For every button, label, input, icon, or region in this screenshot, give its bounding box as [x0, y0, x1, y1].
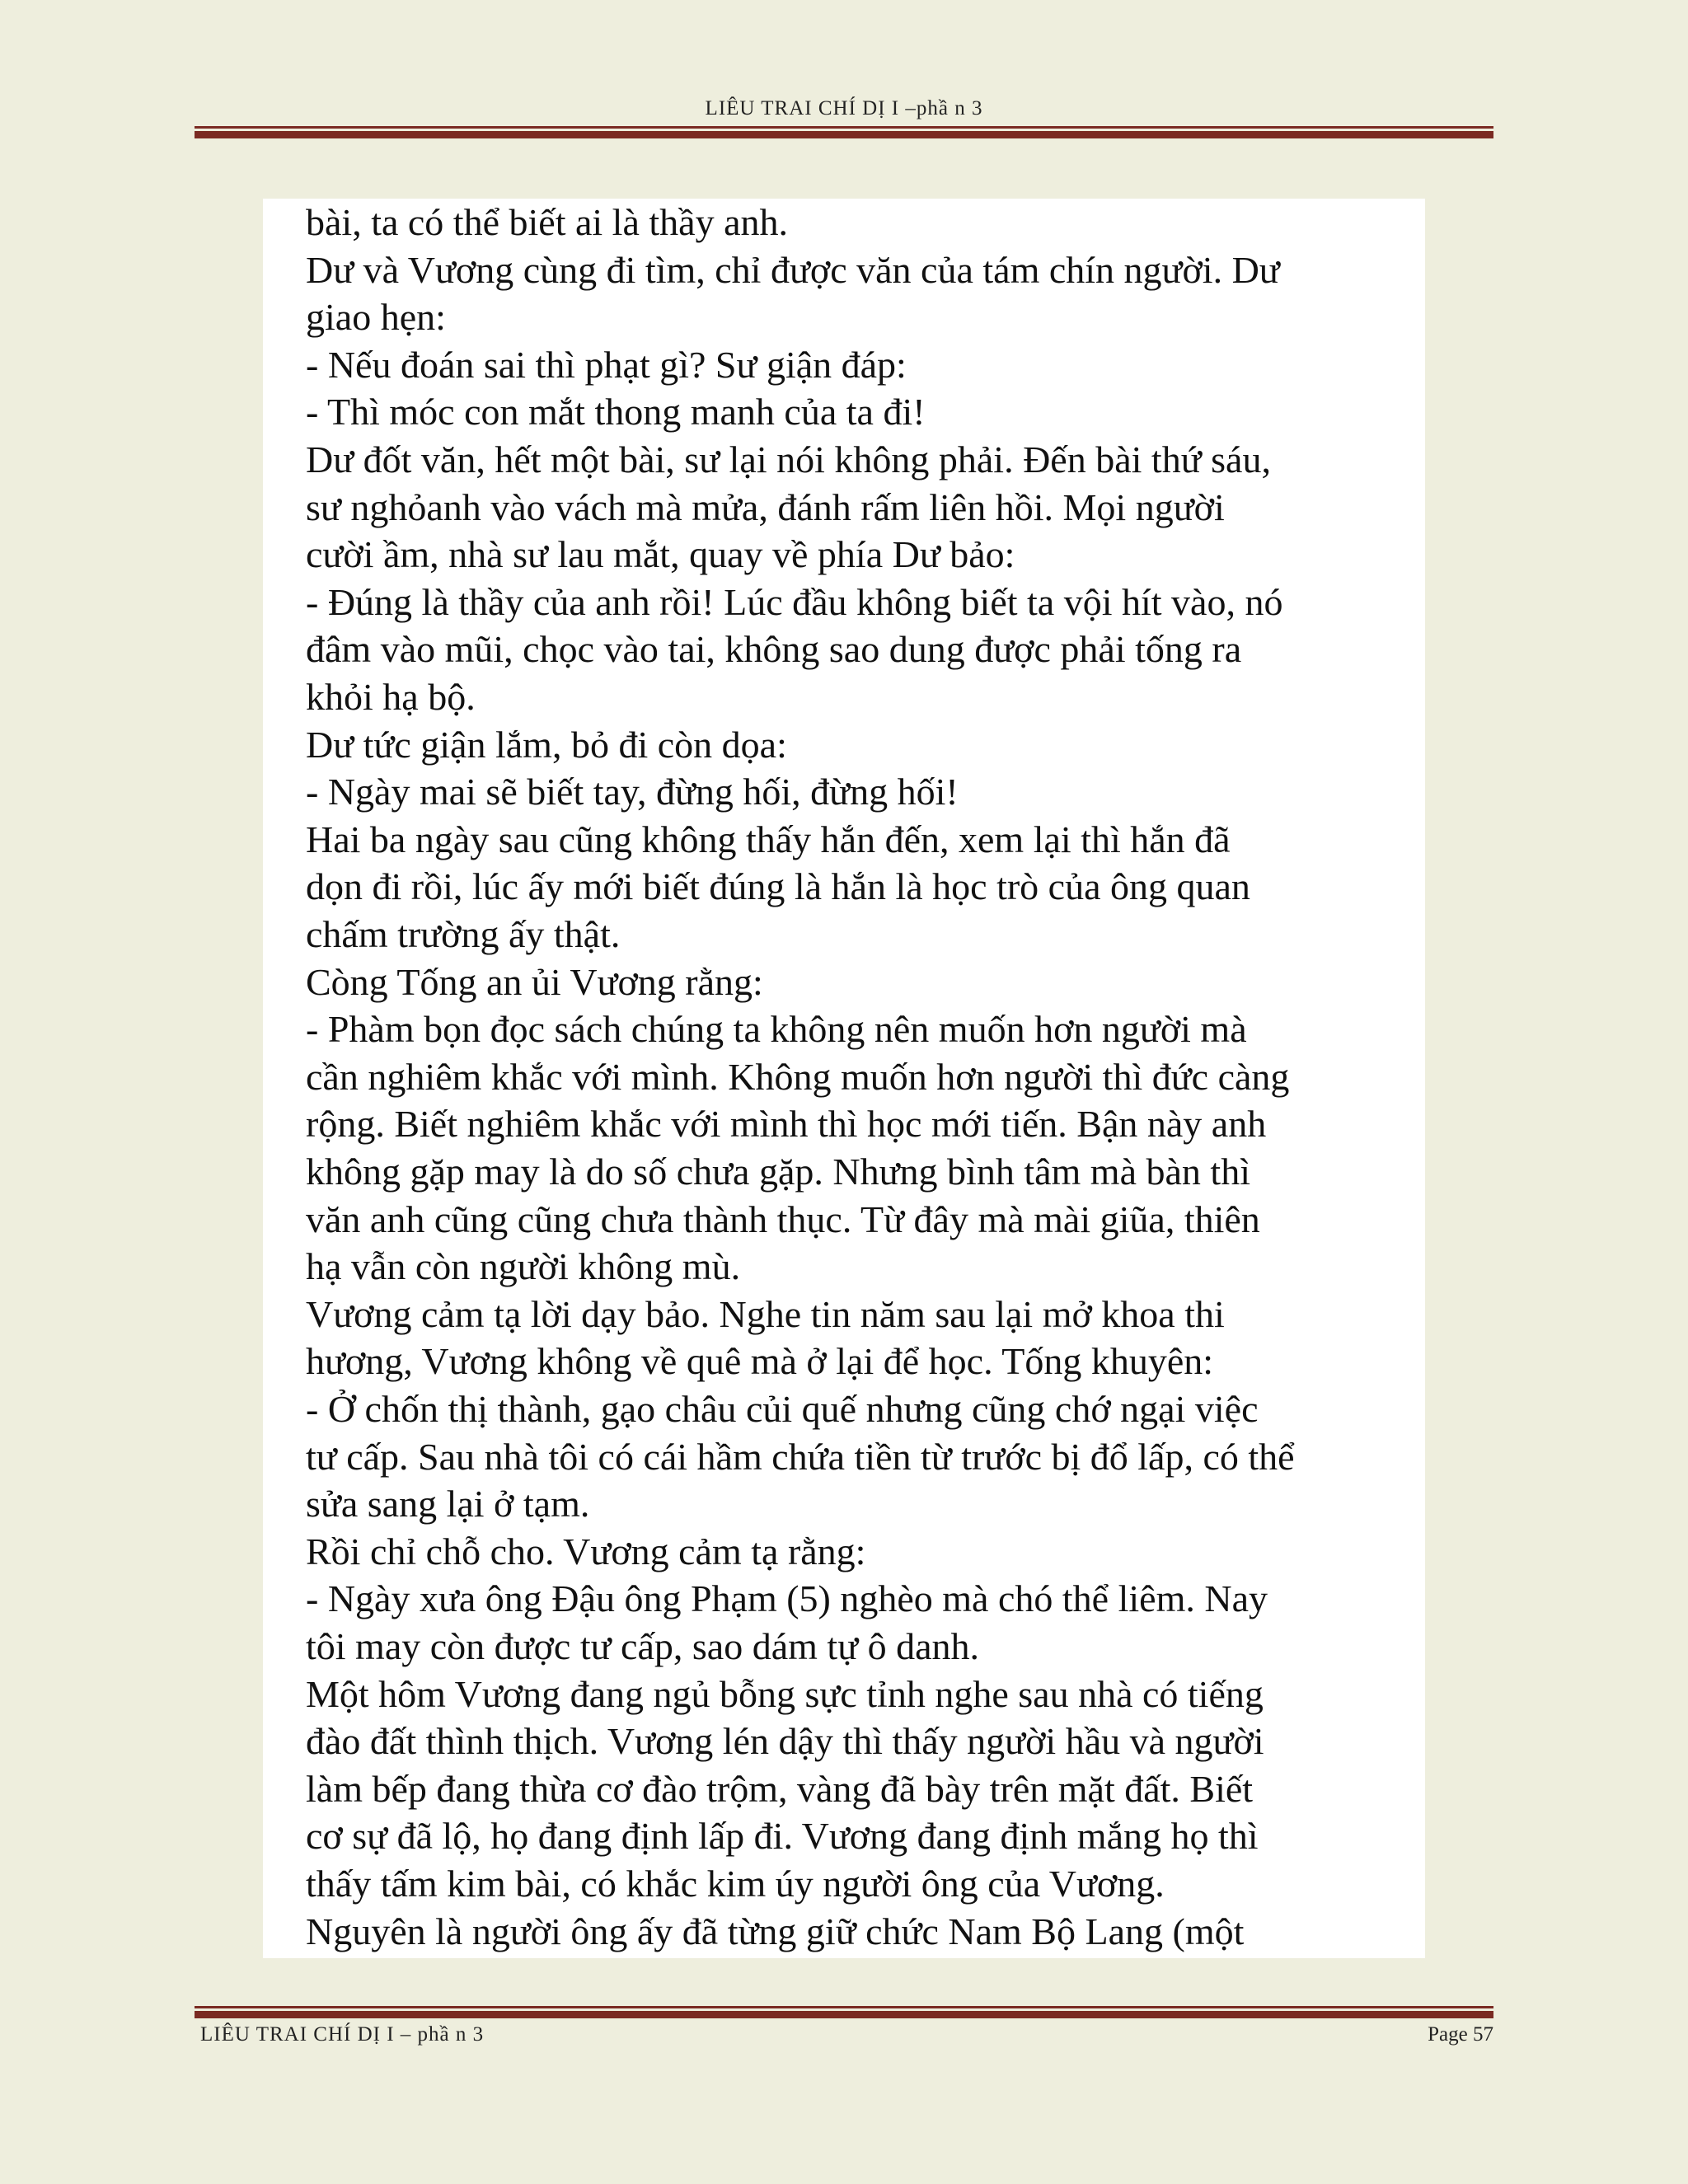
body-line: cười ầm, nhà sư lau mắt, quay về phía Dư bảo: — [306, 533, 1015, 576]
body-line: sửa sang lại ở tạm. — [306, 1483, 590, 1526]
body-line: bài, ta có thể biết ai là thầy anh. — [306, 201, 788, 243]
body-line: chấm trường ấy thật. — [306, 913, 621, 955]
body-line: khỏi hạ bộ. — [306, 676, 476, 718]
body-line: Nguyên là người ông ấy đã từng giữ chức Nam Bộ Lang (một — [306, 1910, 1245, 1952]
body-line: tư cấp. Sau nhà tôi có cái hầm chứa tiền từ trước bị đổ lấp, có thể — [306, 1435, 1295, 1478]
body-line: - Ở chốn thị thành, gạo châu củi quế nhưng cũng chớ ngại việc — [306, 1388, 1259, 1430]
body-line: dọn đi rồi, lúc ấy mới biết đúng là hắn là học trò của ông quan — [306, 865, 1250, 908]
body-line: - Nếu đoán sai thì phạt gì? Sư giận đáp: — [306, 343, 907, 386]
body-line: đâm vào mũi, chọc vào tai, không sao dung được phải tống ra — [306, 628, 1242, 671]
body-line: thấy tấm kim bài, có khắc kim úy người ông của Vương. — [306, 1863, 1165, 1905]
body-text-panel — [263, 199, 1425, 1958]
body-line: Dư và Vương cùng đi tìm, chỉ được văn của tám chín người. Dư — [306, 248, 1280, 291]
body-line: Hai ba ngày sau cũng không thấy hắn đến, xem lại thì hắn đã — [306, 818, 1231, 860]
body-line: đào đất thình thịch. Vương lén dậy thì thấy người hầu và người — [306, 1720, 1264, 1763]
body-line: Còng Tống an ủi Vương rằng: — [306, 960, 763, 1003]
body-line: làm bếp đang thừa cơ đào trộm, vàng đã bày trên mặt đất. Biết — [306, 1767, 1254, 1810]
body-line: - Ngày xưa ông Đậu ông Phạm (5) nghèo mà chó thể liêm. Nay — [306, 1577, 1268, 1620]
body-line: Dư tức giận lắm, bỏ đi còn dọa: — [306, 723, 787, 766]
header-divider — [195, 126, 1493, 138]
body-line: - Phàm bọn đọc sách chúng ta không nên muốn hơn người mà — [306, 1008, 1247, 1051]
running-header: LIÊU TRAI CHÍ DỊ I –phầ n 3 — [705, 97, 983, 120]
body-line: Vương cảm tạ lời dạy bảo. Nghe tin năm sau lại mở khoa thi — [306, 1292, 1225, 1335]
body-line: hương, Vương không về quê mà ở lại để học. Tống khuyên: — [306, 1340, 1214, 1383]
footer-divider-thin-line — [195, 2006, 1493, 2008]
body-line: văn anh cũng cũng chưa thành thục. Từ đây mà mài giũa, thiên — [306, 1197, 1260, 1240]
running-footer-title: LIÊU TRAI CHÍ DỊ I – phầ n 3 — [200, 2023, 485, 2046]
body-line: cần nghiêm khắc với mình. Không muốn hơn người thì đức càng — [306, 1055, 1290, 1098]
body-line: Một hôm Vương đang ngủ bỗng sực tỉnh nghe sau nhà có tiếng — [306, 1672, 1264, 1715]
body-line: cơ sự đã lộ, họ đang định lấp đi. Vương đang định mắng họ thì — [306, 1815, 1259, 1858]
footer-divider-thick-line — [195, 2011, 1493, 2018]
footer-divider — [195, 2006, 1493, 2018]
header-divider-thick-line — [195, 131, 1493, 138]
body-line: hạ vẫn còn người không mù. — [306, 1245, 741, 1288]
page-number: Page 57 — [1428, 2023, 1493, 2046]
body-line: - Thì móc con mắt thong manh của ta đi! — [306, 391, 926, 434]
body-line: rộng. Biết nghiêm khắc với mình thì học mới tiến. Bận này anh — [306, 1103, 1267, 1146]
body-line: giao hẹn: — [306, 296, 446, 339]
body-line: - Ngày mai sẽ biết tay, đừng hối, đừng hối! — [306, 771, 959, 813]
header-divider-thin-line — [195, 126, 1493, 129]
body-line: Dư đốt văn, hết một bài, sư lại nói không phải. Đến bài thứ sáu, — [306, 438, 1271, 480]
body-line: tôi may còn được tư cấp, sao dám tự ô danh. — [306, 1625, 980, 1667]
body-line: - Đúng là thầy của anh rồi! Lúc đầu không biết ta vội hít vào, nó — [306, 580, 1283, 623]
body-line: sư nghỏanh vào vách mà mửa, đánh rấm liên hồi. Mọi người — [306, 485, 1225, 528]
body-line: không gặp may là do số chưa gặp. Nhưng bình tâm mà bàn thì — [306, 1151, 1250, 1193]
body-line: Rồi chỉ chỗ cho. Vương cảm tạ rằng: — [306, 1530, 866, 1572]
